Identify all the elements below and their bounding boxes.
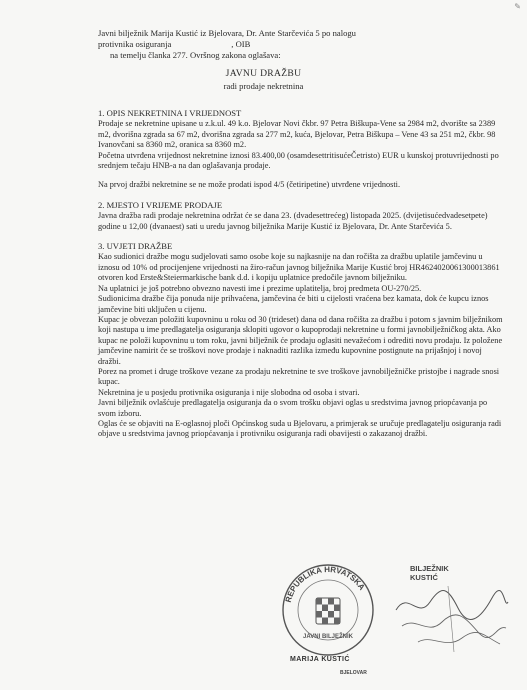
- seal-city: BJELOVAR: [340, 670, 367, 676]
- section-1-description: Prodaje se nekretnine upisane u z.k.ul. 49 k.o. Bjelovar Novi čkbr. 97 Petra Biškupa-Vene sa 2984 m2, dvorište sa 2389 m2, dvorišna zgrada sa 67 m2, dvorišna zgrada sa 277 m2, kuća, Bjelovar, Petra Biškupa – Vene 43 sa 251 m2, čkbr. 98 Ivanovčani sa 8360 m2, oranica sa 8360 m2.: [98, 119, 496, 150]
- section-1-value: Početna utvrđena vrijednost nekretnine iznosi 83.400,00 (osamdesettritisućeČetristo) EUR u kunskoj protuvrijednosti po srednjem tečaju HNB-a na dan oglašavanja prodaje.: [98, 150, 499, 171]
- intro-line-2a: protivnika osiguranja: [98, 39, 172, 50]
- section-3-costs: Porez na promet i druge troškove vezane za prodaju nekretnine te sve troškove javnobilježničke pristojbe i nagrade snosi kupac.: [98, 366, 500, 387]
- svg-text:JAVNI BILJEŽNIK: JAVNI BILJEŽNIK: [303, 634, 353, 640]
- document-body: [98, 108, 503, 440]
- section-1-minimum: Na prvoj dražbi nekretnine se ne može prodati ispod 4/5 (četiripetine) utvrđene vrijednosti.: [98, 180, 401, 190]
- section-3-publication-authorization: Javni bilježnik ovlašćuje predlagatelja osiguranja da o svom trošku objavi oglas u sredstvima javnog priopćavanja po svom izboru.: [98, 398, 488, 418]
- intro-line-3: na temelju članka 277. Ovršnog zakona oglašava:: [110, 50, 281, 61]
- section-3-possession: Nekretnina je u posjedu protivnika osiguranja i nije slobodna od osoba i stvari.: [98, 387, 360, 397]
- svg-text:REPUBLIKA HRVATSKA: REPUBLIKA HRVATSKA: [283, 564, 367, 604]
- document-subtitle: radi prodaje nekretnina: [223, 81, 304, 91]
- signature-icon: [388, 580, 513, 655]
- section-2-heading: 2. MJESTO I VRIJEME PRODAJE: [98, 199, 223, 210]
- seal-name: MARIJA KUSTIĆ: [290, 656, 350, 663]
- notary-stamp-line-2: KUSTIĆ: [410, 573, 438, 582]
- section-3-participants: Kao sudionici dražbe mogu sudjelovati samo osobe koje su najkasnije na dan ročišta za dražbu uplatile jamčevinu u iznosu od 10% od procijenjene vrijednosti na žiro-račun javnog bilježnika Marije Kustić broj HR4624020061300013861 otvoren kod Erste&Steiermarkische bank d.d. i kopiju uplatnice predočile javnom bilježniku.: [98, 252, 500, 283]
- section-3-buyer-obligation: Kupac je obvezan položiti kupovninu u roku od 30 (trideset) dana od dana ročišta za dražbu i potom s javnim bilježnikom koji nastupa u ime predlagatelja osiguranja sklopiti ugovor o kupoprodaji nekretnine u formi javnobilježničkog akta. Ako kupac ne položi kupovninu u tom roku, javni bilježnik će prodaju oglasiti nevažećom i odrediti novu prodaju. Iz položene jamčevine namirit će se troškovi nove prodaje i naknaditi razlika između kupovnine postignute na prijašnjoj i novoj dražbi.: [98, 314, 503, 366]
- notary-seal-icon: [278, 560, 378, 660]
- stamp-and-signature: [268, 560, 518, 685]
- section-2-time-place: Javna dražba radi prodaje nekretnina održat će se dana 23. (dvadesettrećeg) listopada 2025. (dvijetisućedvadesetpete) godine u 12,00 (dvanaest) sati u uredu javnog bilježnika Marije Kustić iz Bjelovara, Dr. Ante Starčevića 5.: [98, 211, 488, 231]
- intro-line-2b: , OIB: [231, 39, 251, 50]
- section-3-deposit-return: Sudionicima dražbe čija ponuda nije prihvaćena, jamčevina će biti u cijelosti vraćena bez kamata, dok će kupcu iznos jamčevine biti uključen u cijenu.: [98, 294, 489, 314]
- section-3-payment-reference: Na uplatnici je još potrebno obvezno navesti ime i prezime uplatitelja, broj predmeta OU-270/25.: [98, 283, 422, 293]
- section-1-heading: 1. OPIS NEKRETNINA I VRIJEDNOST: [98, 108, 242, 118]
- notary-stamp-line-1: BILJEŽNIK: [410, 564, 449, 573]
- intro-line-1: Javni bilježnik Marija Kustić iz Bjelovara, Dr. Ante Starčevića 5 po nalogu: [98, 28, 356, 38]
- intro-line-2: [98, 39, 498, 50]
- document-title: JAVNU DRAŽBU: [225, 68, 302, 79]
- corner-mark: ✎: [514, 2, 521, 11]
- section-3-publication-notice: Oglas će se objaviti na E-oglasnoj ploči Općinskog suda u Bjelovaru, a primjerak se uručuje predlagatelju osiguranja radi objave u sredstvima javnog priopćavanja i protivniku osiguranja radi obavijesti o zakazanoj dražbi.: [98, 418, 502, 439]
- section-3-heading: 3. UVJETI DRAŽBE: [98, 241, 173, 252]
- intro-block: [98, 28, 498, 62]
